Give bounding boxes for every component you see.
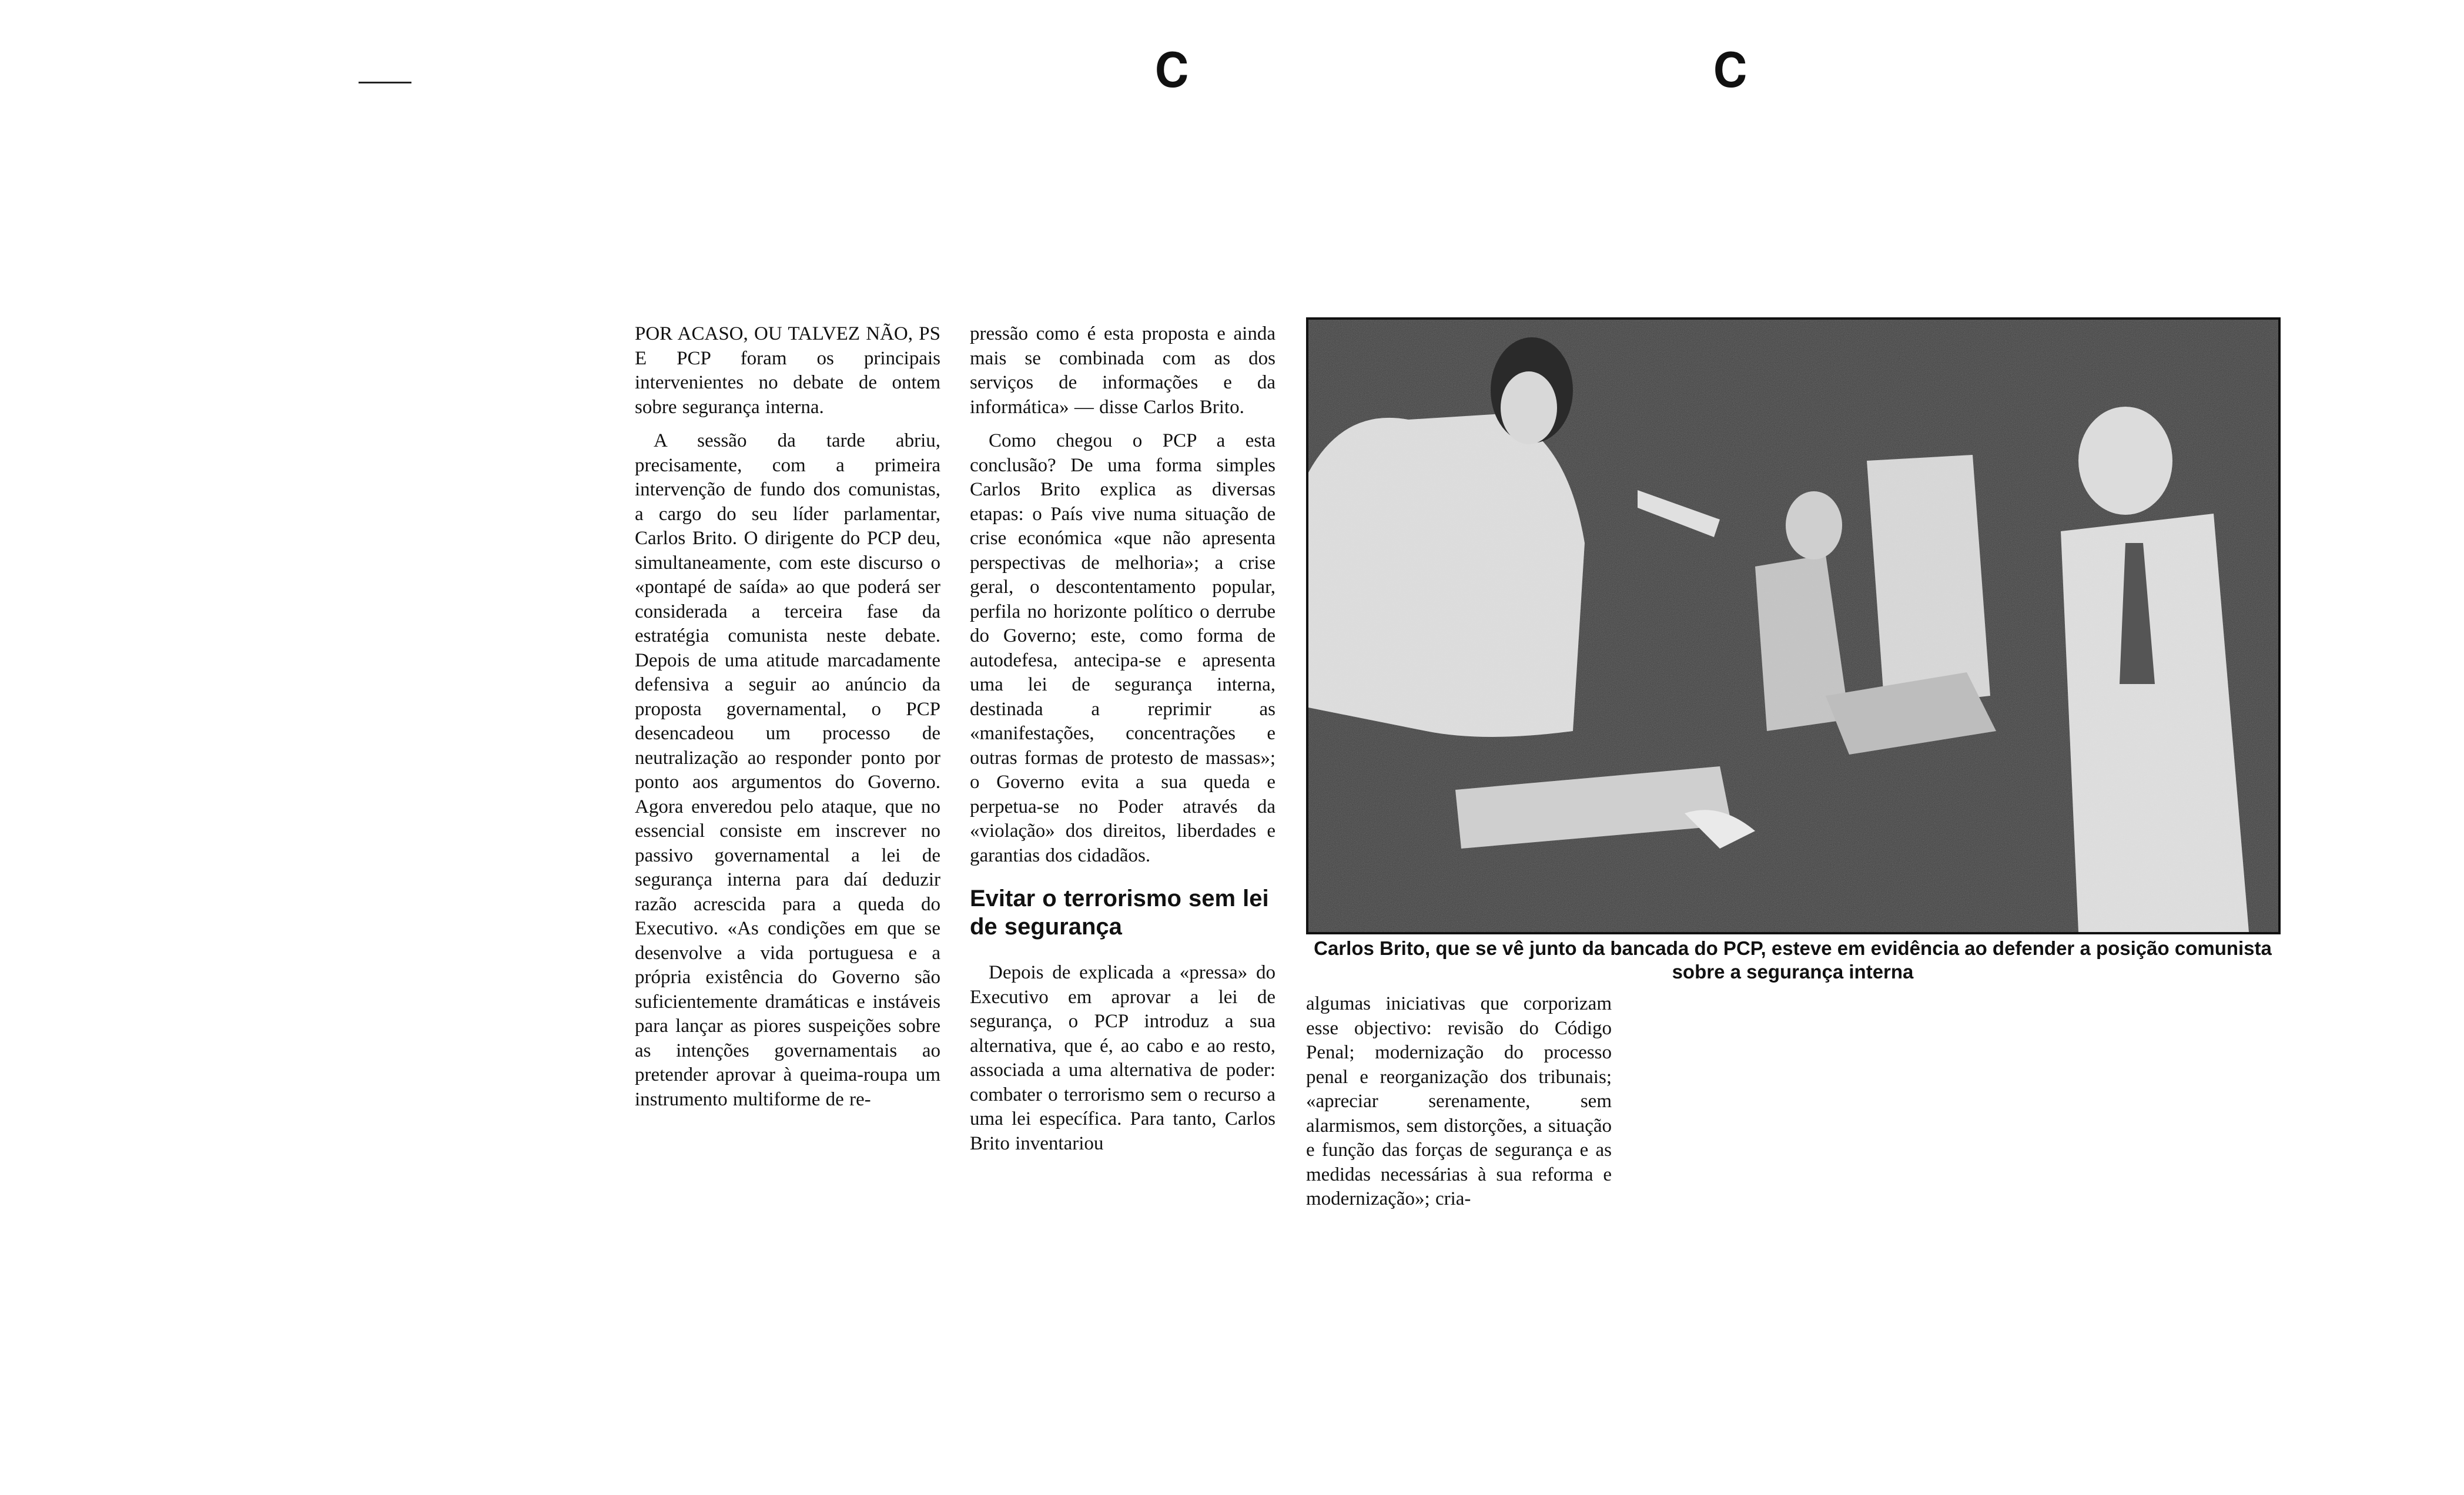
lead-paragraph: POR ACASO, OU TALVEZ NÃO, PS E PCP foram os principais intervenientes no debate de ontem sobre segurança interna. [635,323,940,418]
news-photo [1306,317,2281,934]
registration-mark-1: 𝐂 [1155,43,1189,98]
subheading: Evitar o terrorismo sem lei de segurança [970,886,1269,940]
photo-caption: Carlos Brito, que se vê junto da bancada do PCP, esteve em evidência ao defender a posição comunista sobre a segurança interna [1314,937,2272,983]
body-paragraph: algumas iniciativas que corporizam esse objectivo: revisão do Código Penal; modernização do processo penal e reorganização dos tribunais; «apreciar serenamente, sem alarmismos, sem distorções, a situação e função das forças de segurança e as medidas necessárias à sua reforma e modernização»; cria- [1306,993,1612,1209]
article-column-1 [635,322,940,1239]
body-paragraph: Depois de explicada a «pressa» do Executivo em aprovar a lei de segurança, o PCP introduz a sua alternativa, que é, ao cabo e ao resto, associada a uma alternativa de poder: combater o terrorismo sem o recurso a uma lei específica. Para tanto, Carlos Brito inventariou [970,962,1275,1154]
scan-rule-left [359,82,411,83]
photo-illustration [1308,320,2278,932]
body-paragraph: Como chegou o PCP a esta conclusão? De uma forma simples Carlos Brito explica as diversas etapas: o País vive numa situação de crise económica «que não apresenta perspectivas de melhoria»; a crise geral, o descontentamento popular, perfila no horizonte político o derrube do Governo; este, como forma de autodefesa, antecipa-se e apresenta uma lei de segurança interna, destinada a reprimir as «manifestações, concentrações e outras formas de protesto de massas»; o Governo evita a sua queda e perpetua-se no Poder através da «violação» dos direitos, liberdades e garantias dos cidadãos. [970,430,1275,866]
registration-mark-2: 𝐂 [1713,43,1747,98]
body-paragraph: A sessão da tarde abriu, precisamente, com a primeira intervenção de fundo dos comunistas, a cargo do seu líder parlamentar, Carlos Brito. O dirigente do PCP deu, simultaneamente, com este discurso o «pontapé de saída» ao que poderá ser considerada a terceira fase da estratégia comunista neste debate. Depois de uma atitude marcadamente defensiva a seguir ao anúncio da proposta governamental, o PCP desencadeou um processo de neutralização ao responder ponto por ponto aos argumentos do Governo. Agora enveredou pelo ataque, que no essencial consiste em inscrever no passivo governamental a lei de segurança interna para daí deduzir razão acrescida para a queda do Executivo. «As condições em que se desenvolve a vida portuguesa e a própria existência do Governo são suficientemente dramáticas e instáveis para lançar as piores suspeições sobre as intenções governamentais ao pretender aprovar à queima-roupa um instrumento multiforme de re- [635,430,940,1110]
body-paragraph: pressão como é esta proposta e ainda mais se combinada com as dos serviços de informações e da informática» — disse Carlos Brito. [970,323,1275,418]
article-column-2 [970,322,1275,1262]
article-column-3 [1306,992,1612,1239]
